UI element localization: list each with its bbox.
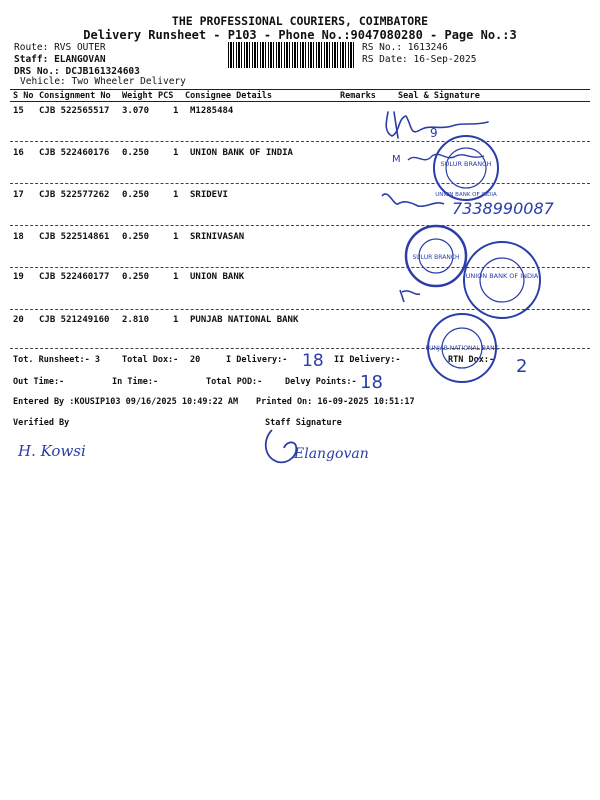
row-consignee: PUNJAB NATIONAL BANK	[190, 315, 299, 325]
row-sno: 16	[13, 148, 24, 158]
row-sno: 19	[13, 272, 24, 282]
route-label: Route:	[14, 42, 49, 53]
row-sno: 17	[13, 190, 24, 200]
row-pcs: 1	[173, 148, 179, 158]
svg-text:SULUR BRANCH: SULUR BRANCH	[412, 254, 460, 261]
col-sno: S No	[13, 91, 34, 101]
in-time-label: In Time:-	[112, 377, 159, 387]
i-delivery-label: I Delivery:-	[226, 355, 288, 365]
delvy-points-handwritten: 18	[360, 372, 383, 393]
row-sno: 15	[13, 106, 24, 116]
row-consignee: UNION BANK	[190, 272, 245, 282]
drs-value: DCJB161324603	[65, 66, 140, 77]
delvy-points-label: Delvy Points:-	[285, 377, 357, 387]
row-pcs: 1	[173, 272, 179, 282]
row-weight: 3.070	[122, 106, 150, 116]
rtn-dox-handwritten: 2	[516, 356, 528, 377]
col-consignee: Consignee Details	[185, 91, 272, 101]
total-dox-label: Total Dox:-	[122, 355, 179, 365]
rs-date-value: 16-Sep-2025	[413, 54, 477, 65]
row15-note: 9	[430, 126, 438, 140]
drs-label: DRS No.:	[14, 66, 60, 77]
row-weight: 0.250	[122, 272, 150, 282]
total-pod-label: Total POD:-	[206, 377, 263, 387]
row-weight: 2.810	[122, 315, 150, 325]
col-weight: Weight	[122, 91, 153, 101]
col-pcs: PCS	[158, 91, 174, 101]
staff-signature-label: Staff Signature	[265, 418, 342, 428]
row-consignment: CJB 521249160	[39, 315, 110, 325]
ii-delivery-label: II Delivery:-	[334, 355, 401, 365]
svg-text:SULUR BRANCH: SULUR BRANCH	[440, 160, 492, 168]
col-consignment: Consignment No	[39, 91, 111, 101]
svg-text:UNION BANK OF INDIA: UNION BANK OF INDIA	[435, 192, 497, 198]
staff-label: Staff:	[14, 54, 49, 65]
vehicle-value: Two Wheeler Delivery	[71, 76, 186, 87]
runsheet-subtitle: Delivery Runsheet - P103 - Phone No.:9047080280 - Page No.:3	[83, 28, 517, 42]
row-consignment: CJB 522460177	[39, 272, 110, 282]
col-remarks: Remarks	[340, 91, 376, 101]
row-sno: 20	[13, 315, 24, 325]
row-pcs: 1	[173, 232, 179, 242]
route-value: RVS OUTER	[54, 42, 106, 53]
rtn-dox-label: RTN Dox:-	[448, 355, 495, 365]
vehicle-label: Vehicle:	[20, 76, 66, 87]
verified-signature: H. Kowsi	[18, 442, 86, 460]
svg-text:Elangovan: Elangovan	[294, 446, 369, 462]
row-pcs: 1	[173, 106, 179, 116]
row-consignment: CJB 522514861	[39, 232, 110, 242]
row-pcs: 1	[173, 315, 179, 325]
union-bank-stamp-2	[406, 226, 466, 286]
row-consignee: UNION BANK OF INDIA	[190, 148, 293, 158]
union-bank-stamp-1	[434, 136, 498, 200]
tot-runsheet: Tot. Runsheet:- 3	[13, 355, 100, 365]
row-consignment: CJB 522577262	[39, 190, 110, 200]
rs-no-value: 1613246	[407, 42, 448, 53]
rs-date-label: RS Date:	[362, 54, 408, 65]
total-dox-value: 20	[190, 355, 201, 365]
row-consignee: SRINIVASAN	[190, 232, 245, 242]
row-weight: 0.250	[122, 232, 150, 242]
row16-note: M	[392, 154, 401, 165]
row-consignee: M1285484	[190, 106, 234, 116]
row19-signature	[400, 290, 420, 302]
row-consignee: SRIDEVI	[190, 190, 228, 200]
row-pcs: 1	[173, 190, 179, 200]
staff-value: ELANGOVAN	[54, 54, 106, 65]
col-seal: Seal & Signature	[398, 91, 480, 101]
row17-phone: 7338990087	[452, 199, 554, 218]
row-sno: 18	[13, 232, 24, 242]
svg-text:PUNJAB NATIONAL BANK: PUNJAB NATIONAL BANK	[425, 345, 499, 352]
row-consignment: CJB 522565517	[39, 106, 110, 116]
svg-text:UNION BANK OF INDIA: UNION BANK OF INDIA	[465, 272, 539, 280]
row-weight: 0.250	[122, 148, 150, 158]
staff-signature	[266, 430, 369, 462]
company-title: THE PROFESSIONAL COURIERS, COIMBATORE	[171, 14, 429, 28]
pnb-stamp	[425, 314, 499, 382]
entered-by: Entered By :KOUSIP103 09/16/2025 10:49:22 AM	[13, 397, 239, 407]
printed-on: Printed On: 16-09-2025 10:51:17	[256, 397, 415, 407]
rs-no-label: RS No.:	[362, 42, 403, 53]
i-delivery-handwritten: 18	[302, 351, 324, 371]
union-bank-stamp-3	[464, 242, 540, 318]
verified-by-label: Verified By	[13, 418, 70, 428]
out-time-label: Out Time:-	[13, 377, 65, 387]
row-weight: 0.250	[122, 190, 150, 200]
row-consignment: CJB 522460176	[39, 148, 110, 158]
